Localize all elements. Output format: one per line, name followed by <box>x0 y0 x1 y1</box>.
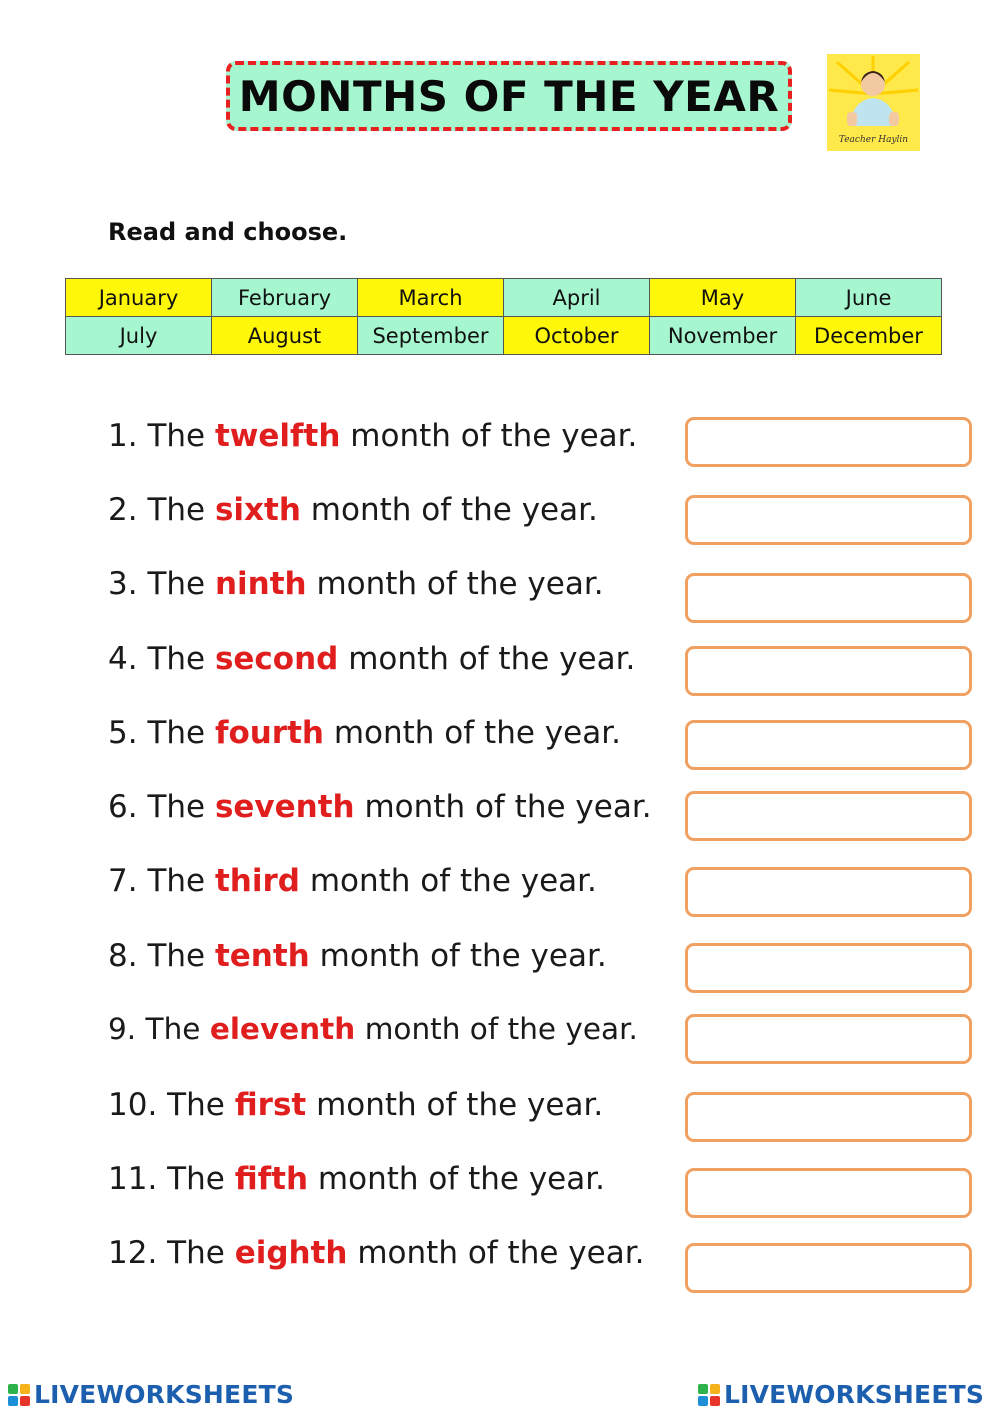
question-number: 10. <box>108 1087 158 1123</box>
footer-brand-text: LIVEWORKSHEETS <box>34 1380 295 1409</box>
month-cell: December <box>796 317 942 355</box>
months-row-2 <box>66 317 942 355</box>
question-keyword: sixth <box>214 492 301 528</box>
question-pre: The <box>147 492 206 528</box>
question-pre: The <box>147 566 206 602</box>
month-cell: May <box>650 279 796 317</box>
question-pre: The <box>147 418 206 454</box>
question-post: month of the year. <box>316 1087 604 1123</box>
question-8 <box>108 938 607 974</box>
question-post: month of the year. <box>319 938 607 974</box>
liveworksheets-logo-icon <box>698 1384 720 1406</box>
question-9 <box>108 1012 638 1046</box>
question-pre: The <box>147 789 206 825</box>
question-post: month of the year. <box>309 863 597 899</box>
answer-input-5[interactable] <box>685 720 972 770</box>
question-number: 8. <box>108 938 138 974</box>
question-keyword: second <box>214 641 339 677</box>
question-pre: The <box>145 1012 201 1046</box>
answer-input-6[interactable] <box>685 791 972 841</box>
question-3 <box>108 566 604 602</box>
question-keyword: first <box>234 1087 307 1123</box>
footer-brand-left <box>8 1380 294 1409</box>
answer-input-7[interactable] <box>685 867 972 917</box>
answer-input-2[interactable] <box>685 495 972 545</box>
question-post: month of the year. <box>348 641 636 677</box>
question-post: month of the year. <box>364 1012 638 1046</box>
question-pre: The <box>167 1087 225 1123</box>
question-post: month of the year. <box>357 1235 645 1271</box>
answer-input-9[interactable] <box>685 1014 972 1064</box>
month-cell: October <box>504 317 650 355</box>
question-post: month of the year. <box>317 1161 606 1197</box>
question-number: 1. <box>108 418 138 454</box>
question-number: 12. <box>108 1235 158 1271</box>
question-post: month of the year. <box>364 789 652 825</box>
question-post: month of the year. <box>350 418 638 454</box>
question-number: 9. <box>108 1012 137 1046</box>
month-cell: January <box>66 279 212 317</box>
question-keyword: ninth <box>214 566 307 602</box>
question-pre: The <box>147 715 206 751</box>
question-number: 3. <box>108 566 138 602</box>
question-keyword: seventh <box>214 789 355 825</box>
question-7 <box>108 863 597 899</box>
question-1 <box>108 418 637 454</box>
question-number: 11. <box>108 1161 158 1197</box>
question-pre: The <box>167 1161 225 1197</box>
question-4 <box>108 641 635 677</box>
question-pre: The <box>147 938 206 974</box>
question-post: month of the year. <box>310 492 598 528</box>
month-cell: March <box>358 279 504 317</box>
question-12 <box>108 1235 644 1271</box>
question-10 <box>108 1087 603 1123</box>
question-11 <box>108 1161 605 1197</box>
question-post: month of the year. <box>316 566 604 602</box>
instruction-text: Read and choose. <box>108 218 348 246</box>
month-cell: November <box>650 317 796 355</box>
question-keyword: fourth <box>214 715 324 751</box>
answer-input-12[interactable] <box>685 1243 972 1293</box>
question-keyword: eighth <box>234 1235 348 1271</box>
question-pre: The <box>167 1235 225 1271</box>
question-keyword: eleventh <box>209 1012 356 1046</box>
question-keyword: fifth <box>234 1161 309 1197</box>
question-number: 5. <box>108 715 138 751</box>
answer-input-10[interactable] <box>685 1092 972 1142</box>
answer-input-11[interactable] <box>685 1168 972 1218</box>
question-keyword: twelfth <box>214 418 341 454</box>
month-cell: February <box>212 279 358 317</box>
question-6 <box>108 789 652 825</box>
question-number: 2. <box>108 492 138 528</box>
month-cell: June <box>796 279 942 317</box>
answer-input-3[interactable] <box>685 573 972 623</box>
footer-brand-text: LIVEWORKSHEETS <box>724 1380 985 1409</box>
question-5 <box>108 715 621 751</box>
question-number: 4. <box>108 641 138 677</box>
question-number: 6. <box>108 789 138 825</box>
question-number: 7. <box>108 863 138 899</box>
answer-input-8[interactable] <box>685 943 972 993</box>
title-banner <box>226 61 792 131</box>
month-cell: April <box>504 279 650 317</box>
liveworksheets-logo-icon <box>8 1384 30 1406</box>
month-cell: September <box>358 317 504 355</box>
footer-brand-right <box>698 1380 984 1409</box>
answer-input-1[interactable] <box>685 417 972 467</box>
question-pre: The <box>147 641 206 677</box>
answer-input-4[interactable] <box>685 646 972 696</box>
month-cell: August <box>212 317 358 355</box>
question-keyword: third <box>214 863 300 899</box>
months-row-1 <box>66 279 942 317</box>
question-pre: The <box>147 863 206 899</box>
teacher-logo <box>827 54 920 151</box>
logo-signature: Teacher Haylin <box>838 135 909 145</box>
question-post: month of the year. <box>333 715 621 751</box>
page-title: MONTHS OF THE YEAR <box>238 71 780 121</box>
question-keyword: tenth <box>214 938 310 974</box>
month-cell: July <box>66 317 212 355</box>
months-table <box>65 278 942 355</box>
question-2 <box>108 492 598 528</box>
